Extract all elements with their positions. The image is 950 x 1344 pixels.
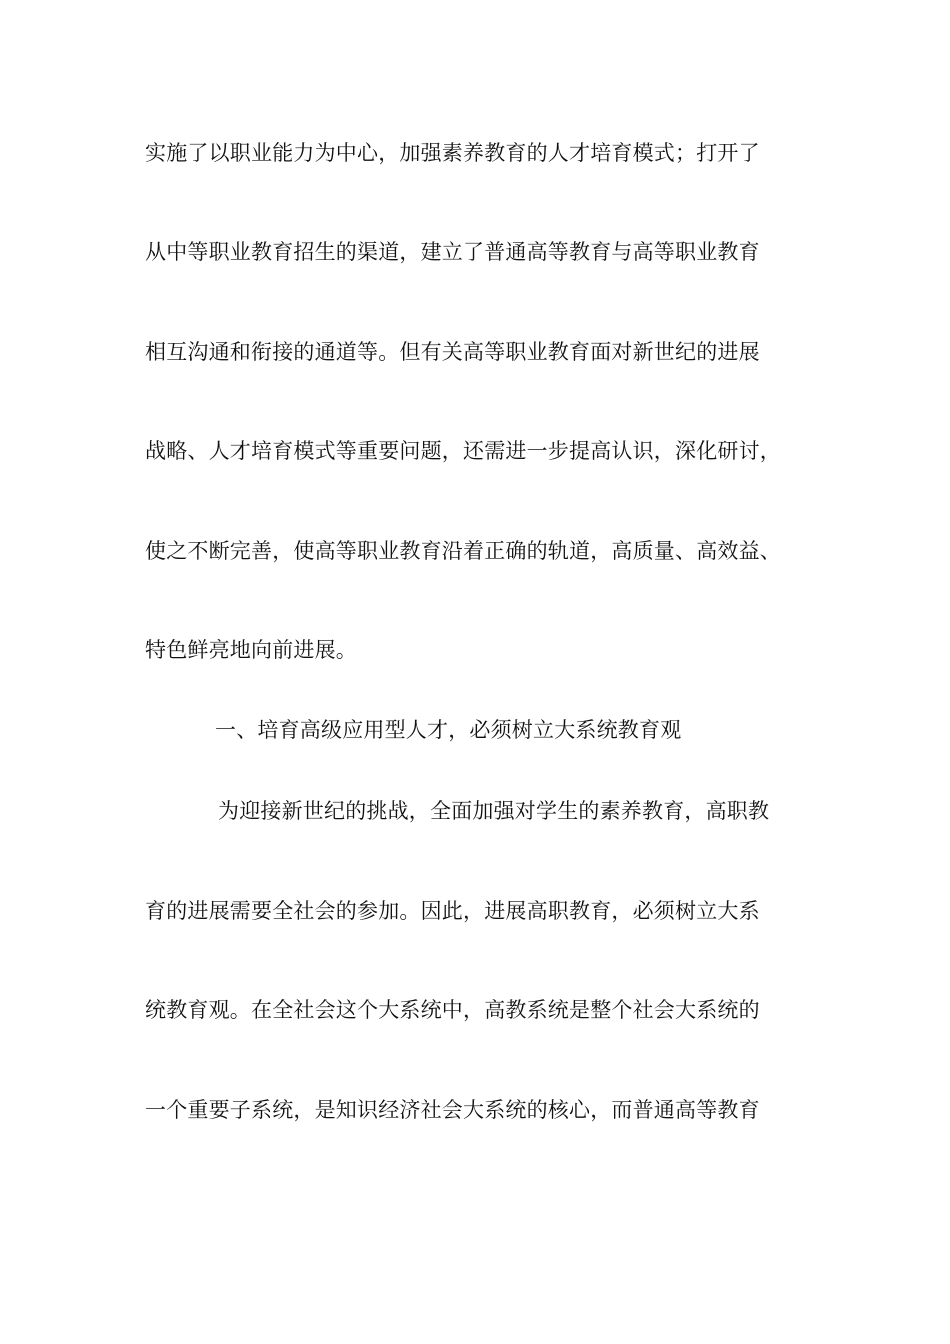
paragraph-line: 战略、人才培育模式等重要问题，还需进一步提高认识，深化研讨， — [145, 439, 781, 463]
paragraph-line: 一个重要子系统，是知识经济社会大系统的核心，而普通高等教育 — [145, 1098, 760, 1122]
paragraph-line: 育的进展需要全社会的参加。因此，进展高职教育，必须树立大系 — [145, 899, 760, 923]
paragraph-line: 实施了以职业能力为中心，加强素养教育的人才培育模式；打开了 — [145, 141, 760, 165]
paragraph-line: 特色鲜亮地向前进展。 — [145, 638, 357, 662]
section-heading: 一、培育高级应用型人才，必须树立大系统教育观 — [215, 718, 682, 742]
paragraph-line: 使之不断完善，使高等职业教育沿着正确的轨道，高质量、高效益、 — [145, 539, 781, 563]
paragraph-line: 统教育观。在全社会这个大系统中，高教系统是整个社会大系统的 — [145, 998, 760, 1022]
paragraph-line: 为迎接新世纪的挑战，全面加强对学生的素养教育，高职教 — [218, 799, 770, 823]
paragraph-line: 从中等职业教育招生的渠道，建立了普通高等教育与高等职业教育 — [145, 240, 760, 264]
paragraph-line: 相互沟通和衔接的通道等。但有关高等职业教育面对新世纪的进展 — [145, 340, 760, 364]
